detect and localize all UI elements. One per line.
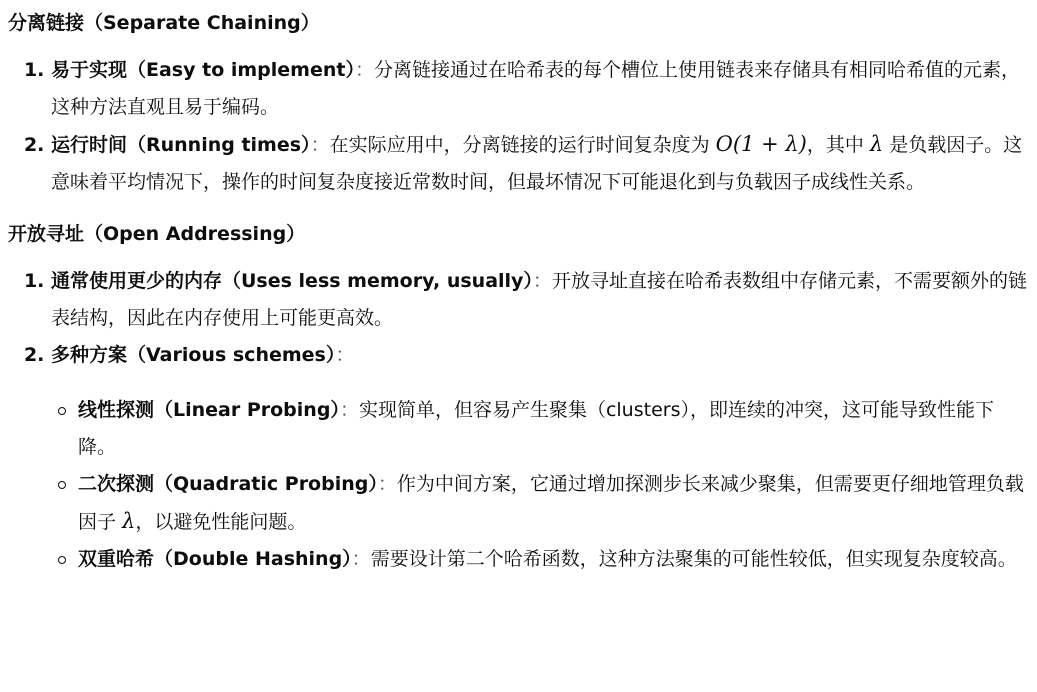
item-text: 分离链接通过在哈希表的每个槽位上使用链表来存储具有相同哈希值的元素，这种方法直观且易于编码。 xyxy=(51,59,1020,118)
separator: ： xyxy=(377,473,397,495)
item-title: 运行时间（Running times） xyxy=(51,134,311,156)
item-title: 线性探测（Linear Probing） xyxy=(78,399,340,421)
item-text: ，其中 xyxy=(806,134,870,156)
item-text: 需要设计第二个哈希函数，这种方法聚集的可能性较低，但实现复杂度较高。 xyxy=(370,548,1017,570)
item-text: 开放寻址直接在哈希表数组中存储元素，不需要额外的链表结构，因此在内存使用上可能更高效。 xyxy=(51,270,1027,329)
item-text: 在实际应用中，分离链接的运行时间复杂度为 xyxy=(329,134,716,156)
sub-list-item xyxy=(78,392,1029,466)
sub-list-item xyxy=(78,466,1029,541)
item-title: 通常使用更少的内存（Uses less memory, usually） xyxy=(51,270,533,292)
section-heading-open-addressing: 开放寻址（Open Addressing） xyxy=(8,223,306,245)
item-text: 实现简单，但容易产生聚集（clusters），即连续的冲突，这可能导致性能下降。 xyxy=(78,399,994,458)
schemes-list xyxy=(51,392,1029,578)
list-item xyxy=(51,126,1029,201)
formula: O(1 + λ) xyxy=(715,132,807,156)
item-title: 二次探测（Quadratic Probing） xyxy=(78,473,378,495)
sub-list-item xyxy=(78,541,1029,578)
list-item xyxy=(51,337,1029,578)
separate-chaining-list xyxy=(8,52,1029,201)
item-title: 双重哈希（Double Hashing） xyxy=(78,548,352,570)
item-title: 易于实现（Easy to implement） xyxy=(51,59,355,81)
open-addressing-list xyxy=(8,263,1029,578)
lambda-symbol: λ xyxy=(122,509,136,533)
lambda-symbol: λ xyxy=(869,132,884,156)
list-item xyxy=(51,263,1029,337)
separator: ： xyxy=(310,134,330,156)
item-title: 多种方案（Various schemes） xyxy=(51,344,336,366)
separator: ： xyxy=(532,270,552,292)
item-text: 是负载因子。这意味着平均情况下，操作的时间复杂度接近常数时间，但最坏情况下可能退化到与负载因子成线性关系。 xyxy=(51,134,1023,193)
item-text: ，以避免性能问题。 xyxy=(135,511,307,533)
separator: ： xyxy=(339,399,359,421)
separator: ： xyxy=(335,344,355,366)
list-item xyxy=(51,52,1029,126)
separator: ： xyxy=(351,548,371,570)
separator: ： xyxy=(354,59,374,81)
section-heading-separate-chaining: 分离链接（Separate Chaining） xyxy=(8,12,320,34)
item-text: 作为中间方案，它通过增加探测步长来减少聚集，但需要更仔细地管理负载因子 xyxy=(78,473,1024,533)
